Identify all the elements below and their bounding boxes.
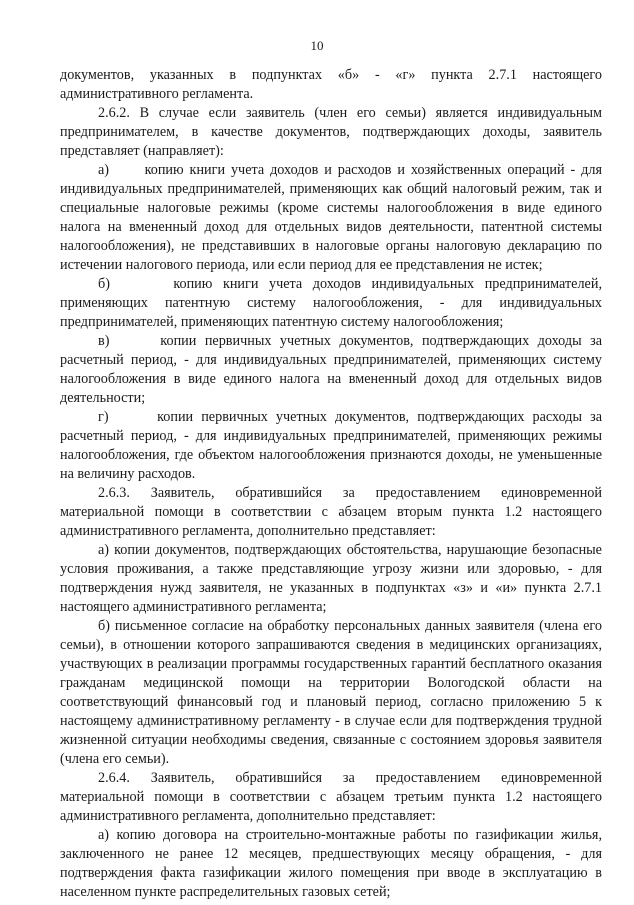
paragraph: а) копию книги учета доходов и расходов и хозяйственных операций - для индивидуальных предпринимателей, применяющих как общий налоговый режим, так и специальные налоговые режимы (кроме системы налогообложения в виде единого налога на вмененный доход для отдельных видов деятельности, патентной системы налогообложения), не представивших в налоговые органы налоговую декларацию по истечении налогового периода, или если период для ее представления не истек; (60, 162, 602, 273)
page-number: 10 (310, 38, 324, 53)
document-body (60, 66, 602, 902)
paragraph: а) копии документов, подтверждающих обстоятельства, нарушающие безопасные условия проживания, а также представляющие угрозу жизни или здоровью, - для подтверждения нужд заявителя, не указанных в подпунктах «з» и «и» пункта 2.7.1 настоящего административного регламента; (60, 542, 602, 615)
paragraph: 2.6.3. Заявитель, обратившийся за предоставлением единовременной материальной помощи в соответствии с абзацем вторым пункта 1.2 настоящего административного регламента, дополнительно представляет: (60, 485, 602, 539)
paragraph: г) копии первичных учетных документов, подтверждающих расходы за расчетный период, - для индивидуальных предпринимателей, применяющих режимы налогообложения, где объектом налогообложения признаются доходы, не уменьшенные на величину расходов. (60, 409, 602, 482)
paragraph: а) копию договора на строительно-монтажные работы по газификации жилья, заключенного не ранее 12 месяцев, предшествующих месяцу обращения, - для подтверждения факта газификации жилого помещения при вводе в эксплуатацию в населенном пункте распределительных газовых сетей; (60, 827, 602, 900)
paragraph: в) копии первичных учетных документов, подтверждающих доходы за расчетный период, - для индивидуальных предпринимателей, применяющих систему налогообложения в виде единого налога на вмененный доход для отдельных видов деятельности; (60, 333, 602, 406)
paragraph: б) копию книги учета доходов индивидуальных предпринимателей, применяющих патентную систему налогообложения, - для индивидуальных предпринимателей, применяющих патентную систему налогообложения; (60, 276, 602, 330)
paragraph: 2.6.4. Заявитель, обратившийся за предоставлением единовременной материальной помощи в соответствии с абзацем третьим пункта 1.2 настоящего административного регламента, дополнительно представляет: (60, 770, 602, 824)
paragraph: документов, указанных в подпунктах «б» - «г» пункта 2.7.1 настоящего административного регламента. (60, 67, 602, 102)
paragraph: б) письменное согласие на обработку персональных данных заявителя (члена его семьи), в отношении которого запрашиваются сведения в медицинских организациях, участвующих в реализации программы государственных гарантий бесплатного оказания гражданам медицинской помощи на территории Вологодской области на соответствующий финансовый год и плановый период, согласно приложению 5 к настоящему административному регламенту - в случае если для подтверждения трудной жизненной ситуации необходимы сведения, связанные с состоянием здоровья заявителя (члена его семьи). (60, 618, 602, 767)
paragraph: 2.6.2. В случае если заявитель (член его семьи) является индивидуальным предпринимателем, в качестве документов, подтверждающих доходы, заявитель представляет (направляет): (60, 105, 602, 159)
